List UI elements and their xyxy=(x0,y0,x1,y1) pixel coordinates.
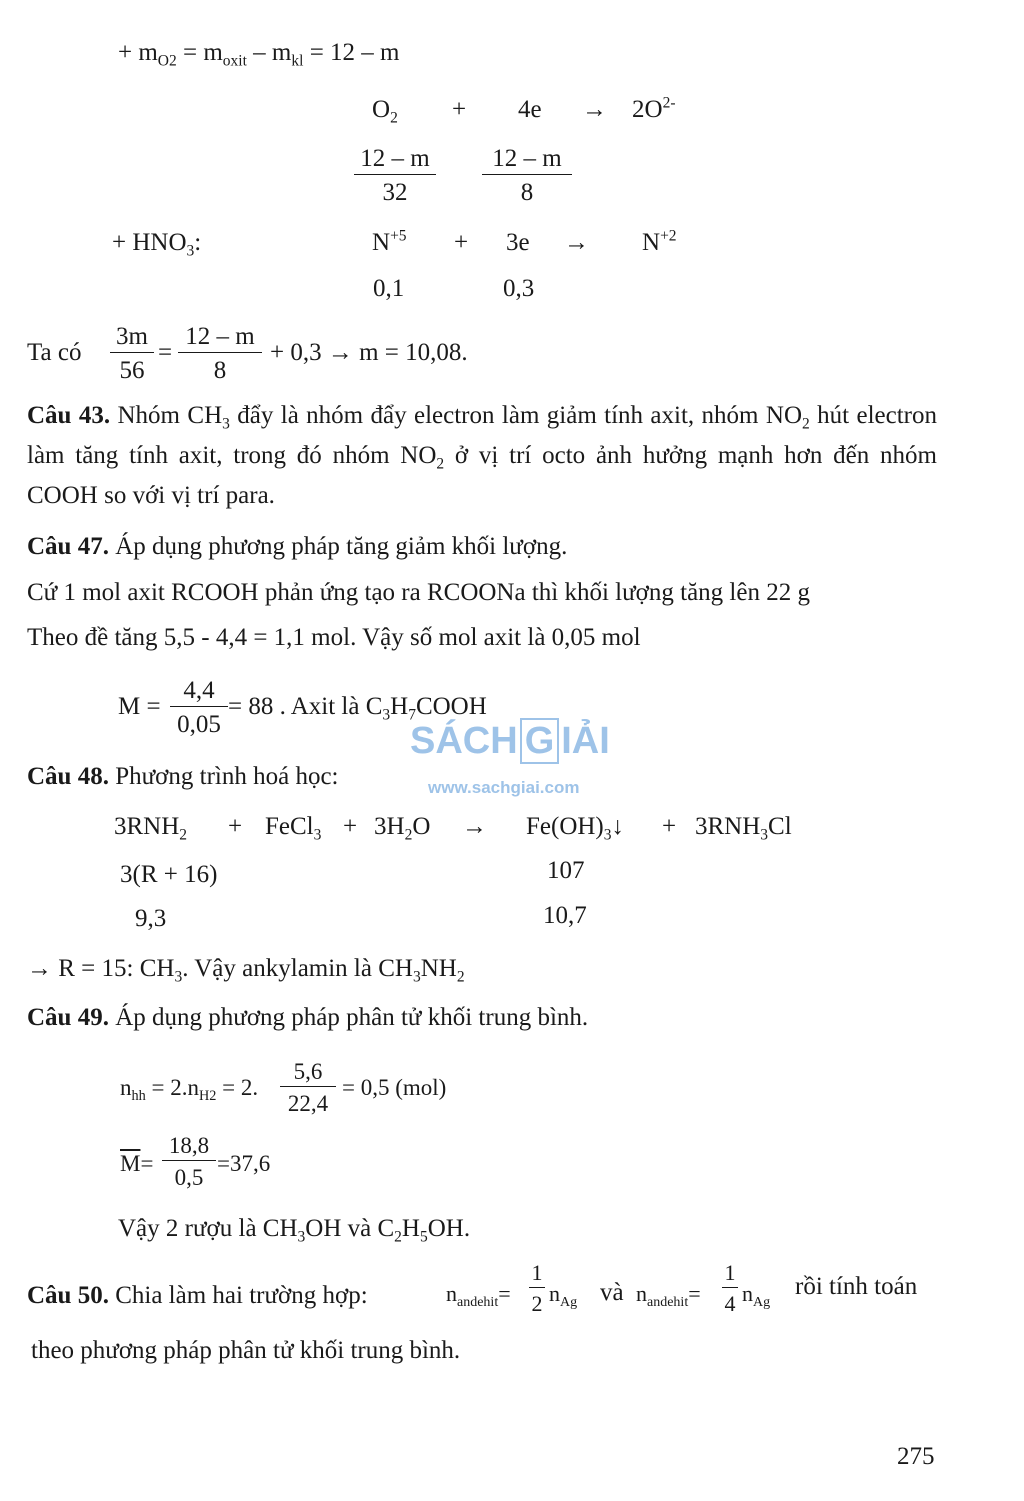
q50-line2: theo phương pháp phân tử khối trung bình. xyxy=(31,1337,461,1364)
denominator: 2 xyxy=(531,1291,543,1316)
question-47 xyxy=(27,534,567,559)
moles-mixture-expr xyxy=(120,1075,259,1104)
plus-sign: + xyxy=(343,813,358,840)
fraction-12m-8 xyxy=(178,324,262,383)
sub: 3 xyxy=(297,1228,306,1246)
sub: 7 xyxy=(408,706,416,724)
text: → R = 15: CH xyxy=(27,955,175,982)
denominator: 56 xyxy=(119,357,145,384)
numerator: 1 xyxy=(531,1260,543,1285)
text: H xyxy=(401,1215,420,1242)
n-ag-1 xyxy=(549,1281,578,1310)
equal-sign: = xyxy=(158,339,173,366)
sub: 3 xyxy=(382,706,391,724)
text: 3H xyxy=(374,813,405,840)
text: H xyxy=(390,693,409,720)
text: = 2. xyxy=(216,1075,259,1100)
sub: 3 xyxy=(222,415,230,433)
plus-sign: + xyxy=(454,229,469,256)
sup: 2- xyxy=(662,94,676,112)
text: đẩy là nhóm đẩy electron làm giảm tính axit, nhóm NO xyxy=(229,402,803,429)
sub: 3 xyxy=(603,826,612,844)
text: = m xyxy=(176,39,223,66)
text: = xyxy=(498,1281,511,1306)
amine-mass-value: 9,3 xyxy=(135,905,167,932)
fraction-1-4 xyxy=(722,1262,738,1315)
fraction-44-005 xyxy=(170,678,228,737)
arrow: → xyxy=(564,229,589,256)
sup: +2 xyxy=(660,227,677,245)
watermark-url: www.sachgiai.com xyxy=(428,778,580,797)
oxide-ion xyxy=(632,94,676,123)
mass-oxygen-line xyxy=(118,39,400,70)
text: n xyxy=(742,1281,753,1306)
text: hút electron làm tăng tính axit, trong đó nhóm NO xyxy=(27,402,937,469)
question-49 xyxy=(27,1005,588,1030)
text: Vậy 2 rượu là CH xyxy=(118,1215,298,1242)
q47-line3: Theo đề tăng 5,5 - 4,4 = 1,1 mol. Vậy số mol axit là 0,05 mol xyxy=(27,624,641,651)
plus-sign: + xyxy=(228,813,243,840)
page-number: 275 xyxy=(897,1443,935,1470)
question-label: Câu 50. xyxy=(27,1282,109,1309)
text: Nhóm CH xyxy=(110,402,223,429)
fraction-1-2 xyxy=(529,1262,545,1315)
acid-result xyxy=(228,693,487,724)
sub: 2 xyxy=(394,1228,402,1246)
value-01: 0,1 xyxy=(373,275,405,302)
text: n xyxy=(636,1281,647,1306)
sub: H xyxy=(198,1087,210,1104)
sub: 3 xyxy=(174,968,183,986)
n-ag-2 xyxy=(742,1281,771,1310)
sub: 3 xyxy=(412,968,421,986)
sub: 3 xyxy=(313,826,322,844)
text: n xyxy=(549,1281,560,1306)
watermark-logo xyxy=(410,720,610,763)
value-03: 0,3 xyxy=(503,275,535,302)
text: n xyxy=(120,1075,132,1100)
text: – m xyxy=(246,39,292,66)
text: Phương trình hoá học: xyxy=(108,763,339,790)
q50-tail: rồi tính toán xyxy=(795,1273,918,1300)
sub: andehit xyxy=(647,1294,689,1310)
sub: 3 xyxy=(186,242,195,260)
text: n xyxy=(446,1281,457,1306)
va-text: và xyxy=(600,1279,624,1306)
text: 3RNH xyxy=(695,813,761,840)
feoh3-mass-value: 10,7 xyxy=(543,902,587,929)
text: O xyxy=(372,96,391,123)
reactant-fecl3 xyxy=(265,813,322,844)
text: IẢI xyxy=(561,720,610,762)
text: Cl xyxy=(768,813,792,840)
text: = 12 – m xyxy=(303,39,400,66)
numerator: 3m xyxy=(116,323,148,350)
reactant-amine xyxy=(114,813,188,844)
q49-conclusion xyxy=(118,1215,471,1246)
numerator: 12 – m xyxy=(360,145,430,172)
n-andehit-1 xyxy=(446,1281,511,1310)
text: = 88 . Axit là C xyxy=(228,693,383,720)
question-label: Câu 47. xyxy=(27,533,109,560)
question-48 xyxy=(27,764,339,789)
text: FeCl xyxy=(265,813,314,840)
product-salt xyxy=(695,813,792,844)
text: = xyxy=(688,1281,701,1306)
sub: Ag xyxy=(560,1294,578,1310)
n-plus2 xyxy=(642,227,677,256)
denominator: 4 xyxy=(724,1291,736,1316)
numerator: 1 xyxy=(724,1260,736,1285)
arrow: → xyxy=(462,813,487,840)
feoh3-mass: 107 xyxy=(547,857,585,884)
text: ở vị trí octo ảnh hưởng mạnh hơn đến nhóm COOH so với vị trí para. xyxy=(27,442,937,509)
sub: 2 xyxy=(179,826,188,844)
fraction-e xyxy=(482,146,572,205)
taco-label: Ta có xyxy=(27,339,82,366)
logo-g: G xyxy=(520,718,560,764)
text: OH và C xyxy=(305,1215,395,1242)
plus-sign: + xyxy=(662,813,677,840)
sub: Ag xyxy=(753,1294,771,1310)
fraction-188-05 xyxy=(162,1134,216,1189)
denominator: 8 xyxy=(213,357,227,384)
n-plus5 xyxy=(372,227,407,256)
equation-result: + 0,3 → m = 10,08. xyxy=(270,339,468,366)
text: O xyxy=(412,813,431,840)
q48-conclusion xyxy=(27,955,465,986)
question-43 xyxy=(27,396,937,516)
denominator: 0,5 xyxy=(174,1165,204,1190)
denominator: 0,05 xyxy=(177,711,221,738)
arrow: → xyxy=(582,96,607,123)
sub: 2 xyxy=(169,52,177,70)
text: Fe(OH) xyxy=(526,813,604,840)
avg-molar-mass-result: =37,6 xyxy=(217,1151,271,1176)
denominator: 32 xyxy=(382,179,408,206)
sub: oxit xyxy=(222,52,247,70)
denominator: 8 xyxy=(520,179,534,206)
text: OH. xyxy=(427,1215,471,1242)
text: . Vậy ankylamin là CH xyxy=(182,955,413,982)
q47-line2: Cứ 1 mol axit RCOOH phản ứng tạo ra RCOONa thì khối lượng tăng lên 22 g xyxy=(27,579,810,606)
question-50 xyxy=(27,1283,368,1308)
sub: 5 xyxy=(419,1228,428,1246)
amine-mass-expr: 3(R + 16) xyxy=(120,861,218,888)
text: + HNO xyxy=(112,229,187,256)
fraction-o2 xyxy=(354,146,436,205)
text: SÁCH xyxy=(410,720,518,762)
sub: O xyxy=(157,52,169,70)
sup: +5 xyxy=(390,227,407,245)
fraction-3m-56 xyxy=(110,324,154,383)
text: COOH xyxy=(415,693,487,720)
sub: 3 xyxy=(760,826,769,844)
sub: hh xyxy=(131,1087,146,1104)
precipitate-arrow: ↓ xyxy=(611,813,625,840)
fraction-56-224 xyxy=(280,1060,336,1115)
question-label: Câu 48. xyxy=(27,763,109,790)
numerator: 12 – m xyxy=(185,323,255,350)
numerator: 18,8 xyxy=(168,1133,210,1158)
text: 3RNH xyxy=(114,813,180,840)
numerator: 12 – m xyxy=(492,145,562,172)
plus-sign: + xyxy=(452,96,467,123)
text: Áp dụng phương pháp phân tử khối trung bình. xyxy=(108,1004,589,1031)
text: N xyxy=(372,229,391,256)
sub: 2 xyxy=(209,1087,217,1104)
text: : xyxy=(194,229,202,256)
sub: 2 xyxy=(802,415,810,433)
sub: 2 xyxy=(404,826,413,844)
electrons-3e: 3e xyxy=(506,229,530,256)
n-andehit-2 xyxy=(636,1281,701,1310)
denominator: 22,4 xyxy=(287,1091,329,1116)
text: Áp dụng phương pháp tăng giảm khối lượng. xyxy=(108,533,568,560)
sub: andehit xyxy=(457,1294,499,1310)
sub: 2 xyxy=(390,109,398,127)
sub: 2 xyxy=(436,455,445,473)
electrons-4e: 4e xyxy=(518,96,542,123)
numerator: 5,6 xyxy=(293,1059,323,1084)
question-label: Câu 43. xyxy=(27,402,111,429)
numerator: 4,4 xyxy=(183,677,215,704)
question-label: Câu 49. xyxy=(27,1004,109,1031)
molar-mass-label: M = xyxy=(118,693,161,720)
text: Chia làm hai trường hợp: xyxy=(108,1282,368,1309)
avg-molar-mass-symbol xyxy=(120,1152,153,1175)
text: N xyxy=(642,229,661,256)
text: 2O xyxy=(632,96,663,123)
sub: 2 xyxy=(456,968,465,986)
text: $\overline{M}$ xyxy=(120,1151,141,1176)
text: + m xyxy=(118,39,158,66)
sub: kl xyxy=(291,52,304,70)
o2-term xyxy=(372,96,398,127)
text: = 2.n xyxy=(145,1075,199,1100)
text: = xyxy=(140,1151,154,1176)
moles-result: = 0,5 (mol) xyxy=(342,1075,447,1100)
reactant-water xyxy=(374,813,431,844)
text: NH xyxy=(420,955,457,982)
product-feoh3 xyxy=(526,813,625,844)
hno3-label xyxy=(112,229,202,260)
